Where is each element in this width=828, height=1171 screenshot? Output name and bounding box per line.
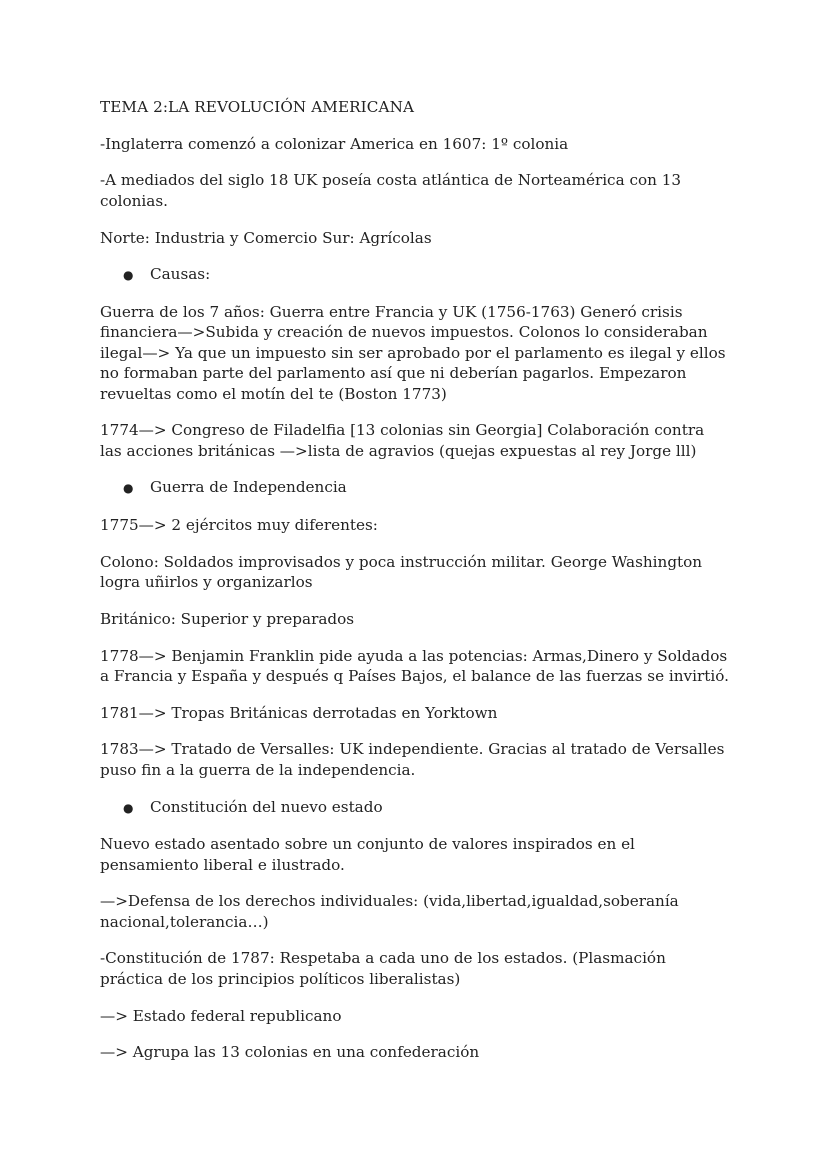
paragraph-guerra-siete-anos: Guerra de los 7 años: Guerra entre Francia y UK (1756-1763) Generó crisis financiera—>Subida y creación de nuevos impuestos. Colonos lo consideraban ilegal—> Ya que un impuesto sin ser aprobado por el parlamento es ilegal y ellos no formaban parte del parlamento así que ni deberían pagarlos. Empezaron revueltas como el motín del te (Boston 1773) [100,302,726,403]
paragraph-constitucion-1787: -Constitución de 1787: Respetaba a cada uno de los estados. (Plasmación práctica de los principios políticos liberalistas) [100,949,666,988]
paragraph-1778: 1778—> Benjamin Franklin pide ayuda a las potencias: Armas,Dinero y Soldados a Francia y España y después q Países Bajos, el balance de las fuerzas se invirtió. [100,646,729,685]
document-page [100,97,730,1079]
paragraph-1781: 1781—> Tropas Británicas derrotadas en Yorktown [100,703,498,722]
paragraph-colonizacion: -Inglaterra comenzó a colonizar America en 1607: 1º colonia [100,134,569,153]
paragraph-colono: Colono: Soldados improvisados y poca instrucción militar. George Washington logra uñirlos y organizarlos [100,552,703,592]
paragraph-estado-federal: —> Estado federal republicano [100,1006,342,1025]
paragraph-confederacion: —> Agrupa las 13 colonias en una confederación [100,1043,480,1062]
paragraph-britanico: Británico: Superior y preparados [100,609,355,628]
paragraph-trece-colonias: -A mediados del siglo 18 UK poseía costa atlántica de Norteamérica con 13 colonias. [100,171,682,210]
bullet-dot-icon: ● [123,481,134,496]
bullet-dot-icon: ● [123,268,134,283]
paragraph-1775: 1775—> 2 ejércitos muy diferentes: [100,516,378,535]
bullet-constitucion-label: Constitución del nuevo estado [150,797,383,816]
paragraph-norte-sur: Norte: Industria y Comercio Sur: Agrícolas [100,228,432,247]
paragraph-derechos: —>Defensa de los derechos individuales: (vida,libertad,igualdad,soberanía nacional,tolerancia…) [100,892,679,931]
bullet-constitucion [100,797,730,818]
paragraph-1783: 1783—> Tratado de Versalles: UK independiente. Gracias al tratado de Versalles puso fin a la guerra de la independencia. [100,740,725,779]
document-title: TEMA 2:LA REVOLUCIÓN AMERICANA [100,98,415,116]
bullet-guerra-label: Guerra de Independencia [150,478,347,497]
paragraph-nuevo-estado: Nuevo estado asentado sobre un conjunto de valores inspirados en el pensamiento liberal e ilustrado. [100,835,635,874]
paragraph-congreso-filadelfia: 1774—> Congreso de Filadelfia [13 colonias sin Georgia] Colaboración contra las acciones británicas —>lista de agravios (quejas expuestas al rey Jorge lll) [100,421,705,460]
bullet-causas-label: Causas: [150,265,211,284]
bullet-causas [100,264,730,285]
bullet-dot-icon: ● [123,800,134,815]
bullet-guerra-independencia [100,477,730,498]
